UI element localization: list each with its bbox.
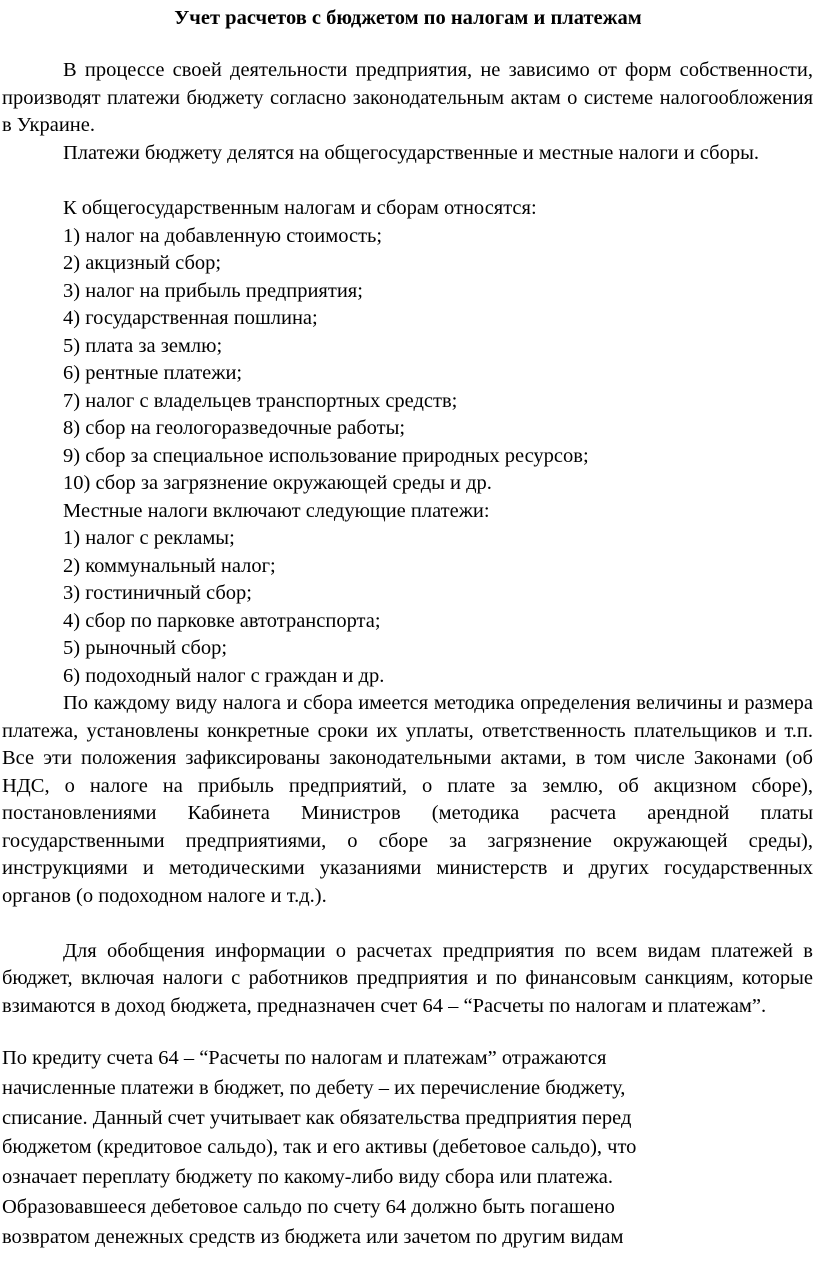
text-line: Образовавшееся дебетовое сальдо по счету 64 должно быть погашено: [2, 1196, 615, 1218]
national-taxes-heading: К общегосударственным налогам и сборам относятся:: [63, 197, 537, 219]
page-title: Учет расчетов с бюджетом по налогам и платежам: [174, 7, 642, 29]
text-line: начисленные платежи в бюджет, по дебету – их перечисление бюджету,: [2, 1076, 626, 1099]
list-item: 6) рентные платежи;: [63, 362, 243, 384]
list-item: 5) рыночный сбор;: [63, 637, 228, 659]
list-item: 1) налог с рекламы;: [63, 527, 235, 549]
list-item: 7) налог с владельцев транспортных средств;: [63, 389, 458, 412]
text-line: означает переплату бюджету по какому-либо виду сбора или платежа.: [2, 1166, 614, 1189]
paragraph-intro: В процессе своей деятельности предприятия, не зависимо от форм собственности, производят платежи бюджету согласно законодательным актам о системе налогообложения в Украине.: [2, 59, 813, 136]
list-item: 3) гостиничный сбор;: [63, 582, 252, 604]
list-item: 5) плата за землю;: [63, 334, 223, 357]
list-item: 3) налог на прибыль предприятия;: [63, 279, 363, 302]
list-item: 4) сбор по парковке автотранспорта;: [63, 609, 381, 632]
paragraph-division: Платежи бюджету делятся на общегосударственные и местные налоги и сборы.: [63, 142, 760, 164]
text-line: возвратом денежных средств из бюджета или зачетом по другим видам: [2, 1225, 624, 1248]
list-item: 2) коммунальный налог;: [63, 554, 276, 577]
text-line: списание. Данный счет учитывает как обязательства предприятия перед: [2, 1106, 632, 1129]
list-item: 9) сбор за специальное использование природных ресурсов;: [63, 444, 589, 467]
text-line: По кредиту счета 64 – “Расчеты по налогам и платежам” отражаются: [2, 1047, 607, 1069]
list-item: 8) сбор на геологоразведочные работы;: [63, 417, 406, 439]
paragraph-account-64: Для обобщения информации о расчетах предприятия по всем видам платежей в бюджет, включая налоги с работников предприятия и по финансовым санкциям, которые взимаются в доход бюджета, предназначен счет 64 – “Расчеты по налогам и платежам”.: [2, 939, 813, 1017]
text-line: бюджетом (кредитовое сальдо), так и его активы (дебетовое сальдо), что: [2, 1136, 637, 1159]
list-item: 4) государственная пошлина;: [63, 307, 318, 329]
list-item: 6) подоходный налог с граждан и др.: [63, 664, 385, 687]
list-item: 1) налог на добавленную стоимость;: [63, 224, 383, 247]
list-item: 2) акцизный сбор;: [63, 252, 222, 274]
local-taxes-heading: Местные налоги включают следующие платежи:: [63, 499, 490, 522]
paragraph-methodology: По каждому виду налога и сбора имеется методика определения величины и размера платежа, установлены конкретные сроки их уплаты, ответственность плательщиков и т.п. Все эти положения зафиксированы законодательными актами, в том числе Законами (об НДС, о налоге на прибыль предприятий, о плате за землю, об акцизном сборе), постановлениями Кабинета Министров (методика расчета арендной платы государственными предприятиями, о сборе за загрязнение окружающей среды), инструкциями и методическими указаниями министерств и других государственных органов (о подоходном налоге и т.д.).: [2, 692, 813, 907]
list-item: 10) сбор за загрязнение окружающей среды и др.: [63, 472, 492, 494]
